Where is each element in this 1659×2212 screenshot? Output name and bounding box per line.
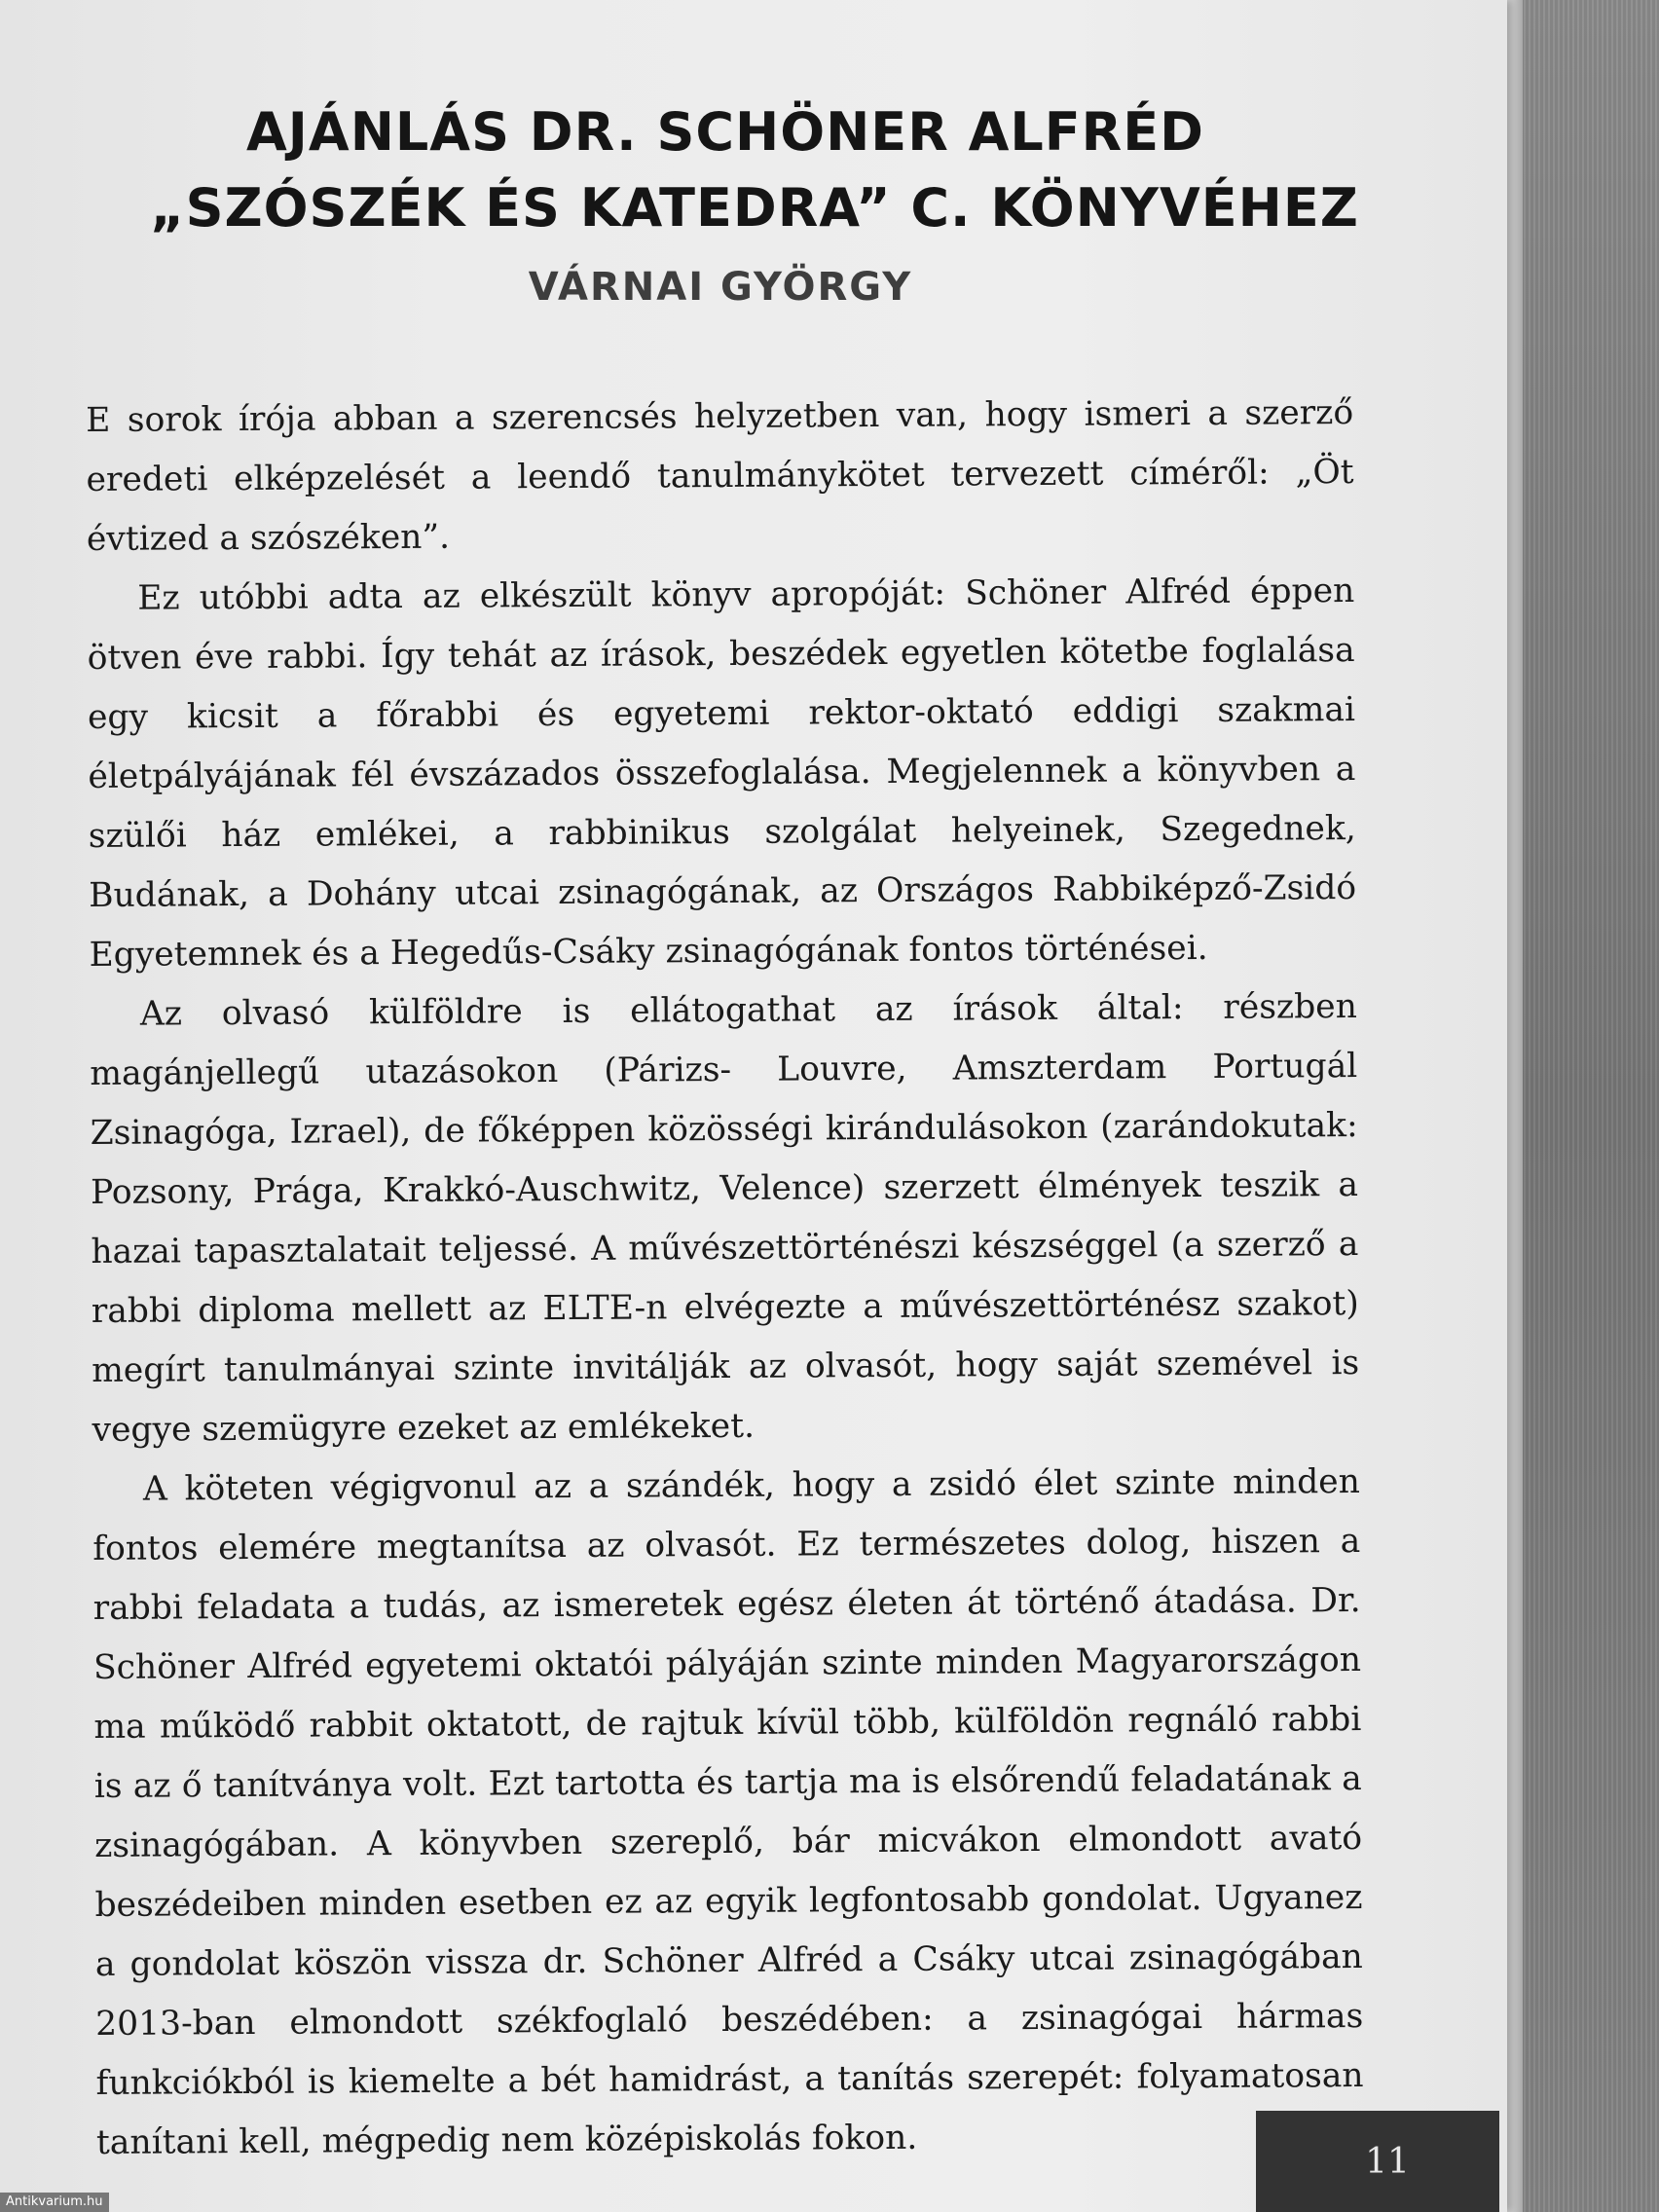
page-title-line-2: „SZÓSZÉK ÉS KATEDRA” C. KÖNYVÉHEZ: [150, 177, 1359, 239]
body-text: [86, 384, 1364, 2173]
author-name: VÁRNAI GYÖRGY: [528, 265, 913, 310]
paragraph-1: E sorok írója abban a szerencsés helyzetben van, hogy ismeri a szerző eredeti elképzelését a leendő tanulmánykötet tervezett címéről: „Öt évtized a szószéken”.: [86, 393, 1354, 559]
watermark: Antikvarium.hu: [0, 2193, 109, 2212]
paragraph-3: Az olvasó külföldre is ellátogathat az írások által: részben magánjellegű utazásokon (Párizs- Louvre, Amszterdam Portugál Zsinagóga, Izrael), de főképpen közösségi kirándulásokon (zarándokutak: Pozsony, Prága, Krakkó-Auschwitz, Velence) szerzett élmények teszik a hazai tapasztalatait teljessé. A művészettörténészi készséggel (a szerző a rabbi diploma mellett az ELTE-n elvégezte a művészettörténész szakot) megírt tanulmányai szinte invitálják az olvasót, hogy saját szemével is vegye szemügyre ezeket az emlékeket.: [90, 987, 1360, 1450]
page-number-box: [1256, 2111, 1499, 2212]
page-title-line-1: AJÁNLÁS DR. SCHÖNER ALFRÉD: [246, 101, 1204, 163]
paragraph-4: A köteten végigvonul az a szándék, hogy a zsidó élet szinte minden fontos elemére megtanítsa az olvasót. Ez természetes dolog, hiszen a rabbi feladata a tudás, az ismeretek egész életen át történő átadása. Dr. Schöner Alfréd egyetemi oktatói pályáján szinte minden Magyarországon ma működő rabbit oktatott, de rajtuk kívül több, külföldön regnáló rabbi is az ő tanítványa volt. Ezt tartotta és tartja ma is elsőrendű feladatának a zsinagógában. A könyvben szereplő, bár micvákon elmondott avató beszédeiben minden esetben ez az egyik legfontosabb gondolat. Ugyanez a gondolat köszön vissza dr. Schöner Alfréd a Csáky utcai zsinagógában 2013-ban elmondott székfoglaló beszédében: a zsinagógai hármas funkciókból is kiemelte a bét hamidrást, a tanítás szerepét: folyamatosan tanítani kell, mégpedig nem középiskolás fokon.: [92, 1462, 1364, 2162]
page-number: 11: [1365, 2141, 1410, 2182]
wood-background: [1519, 0, 1659, 2212]
paragraph-2: Ez utóbbi adta az elkészült könyv apropóját: Schöner Alfréd éppen ötven éve rabbi. Így tehát az írások, beszédek egyetlen kötetbe foglalása egy kicsit a főrabbi és egyetemi rektor-oktató eddigi szakmai életpályájának fél évszázados összefoglalása. Megjelennek a könyvben a szülői ház emlékei, a rabbinikus szolgálat helyeinek, Szegednek, Budának, a Dohány utcai zsinagógának, az Országos Rabbiképző-Zsidó Egyetemnek és a Hegedűs-Csáky zsinagógának fontos történései.: [87, 571, 1357, 975]
